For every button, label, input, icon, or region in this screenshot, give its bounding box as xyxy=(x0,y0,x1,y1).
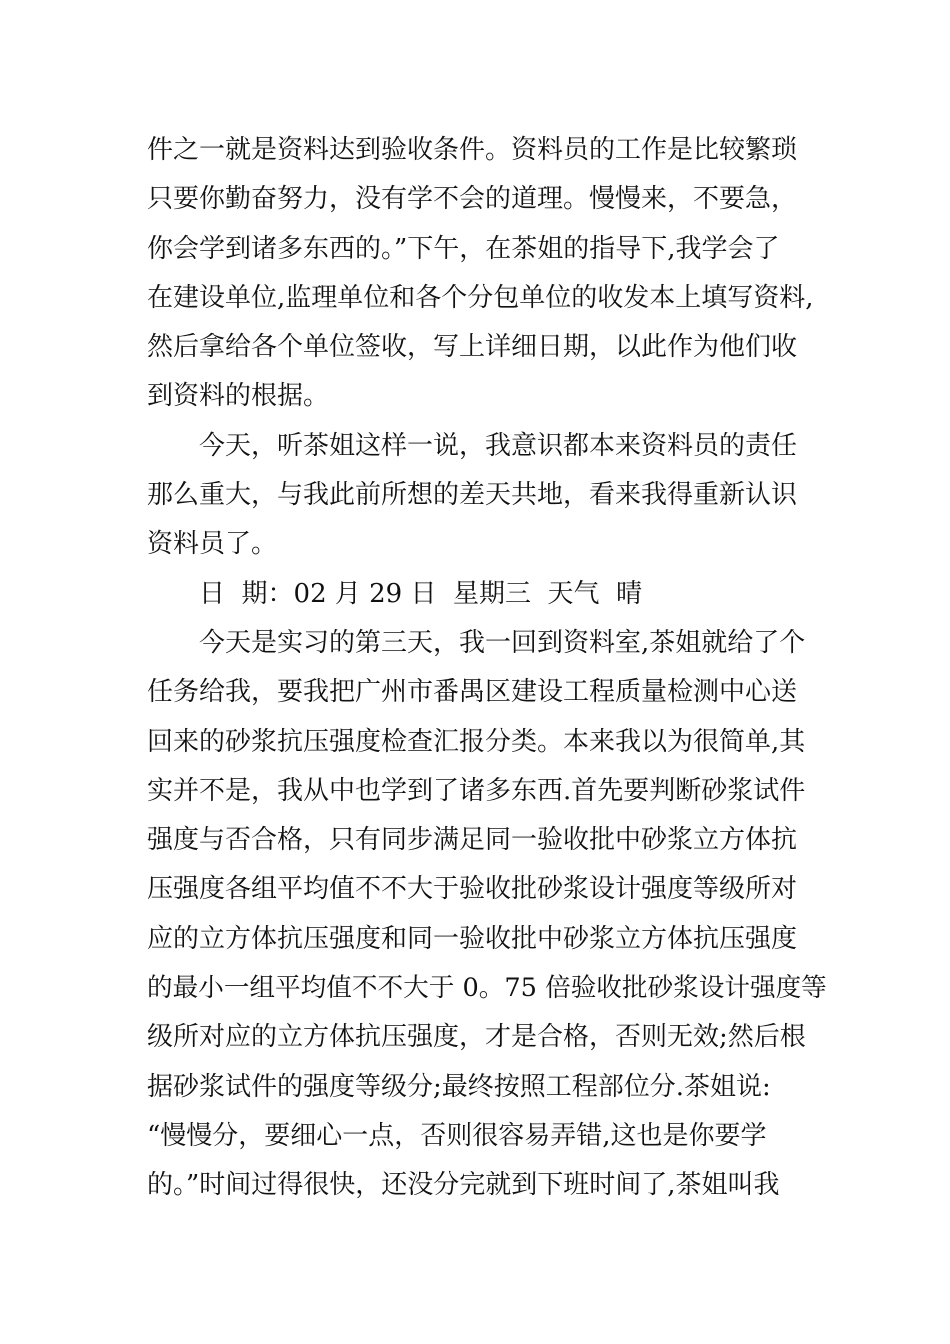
text-line: 任务给我，要我把广州市番禺区建设工程质量检测中心送 xyxy=(147,677,798,708)
text-line: 只要你勤奋努力，没有学不会的道理。慢慢来，不要急， xyxy=(147,184,798,215)
text-line: 的。”时间过得很快，还没分完就到下班时间了,茶姐叫我 xyxy=(147,1170,780,1201)
text-line: 实并不是，我从中也学到了诸多东西.首先要判断砂浆试件 xyxy=(147,775,806,806)
text-line: 日 期：02 月 29 日 星期三 天气 晴 xyxy=(199,578,643,609)
text-line: 然后拿给各个单位签收，写上详细日期，以此作为他们收 xyxy=(147,332,798,363)
text-line: 你会学到诸多东西的。”下午，在茶姐的指导下,我学会了 xyxy=(147,233,780,264)
text-line: 在建设单位,监理单位和各个分包单位的收发本上填写资料, xyxy=(147,282,814,313)
text-line: 应的立方体抗压强度和同一验收批中砂浆立方体抗压强度 xyxy=(147,923,798,954)
text-line: 强度与否合格，只有同步满足同一验收批中砂浆立方体抗 xyxy=(147,825,798,856)
text-line: 到资料的根据。 xyxy=(147,381,330,412)
text-line: “慢慢分，要细心一点，否则很容易弄错,这也是你要学 xyxy=(147,1120,767,1151)
text-line: 那么重大，与我此前所想的差天共地，看来我得重新认识 xyxy=(147,480,798,511)
text-line: 压强度各组平均值不不大于验收批砂浆设计强度等级所对 xyxy=(147,874,798,905)
text-line: 级所对应的立方体抗压强度，才是合格，否则无效;然后根 xyxy=(147,1022,806,1053)
text-line: 的最小一组平均值不不大于 0。75 倍验收批砂浆设计强度等 xyxy=(147,973,827,1004)
text-line: 回来的砂浆抗压强度检查汇报分类。本来我以为很简单,其 xyxy=(147,726,806,757)
document-body xyxy=(147,126,827,1211)
text-line: 今天，听茶姐这样一说，我意识都本来资料员的责任 xyxy=(199,430,798,461)
text-line: 件之一就是资料达到验收条件。资料员的工作是比较繁琐 xyxy=(147,135,798,165)
text-line: 今天是实习的第三天，我一回到资料室,茶姐就给了个 xyxy=(199,627,806,658)
text-line: 资料员了。 xyxy=(147,529,278,560)
text-line: 据砂浆试件的强度等级分;最终按照工程部位分.茶姐说: xyxy=(147,1071,771,1102)
